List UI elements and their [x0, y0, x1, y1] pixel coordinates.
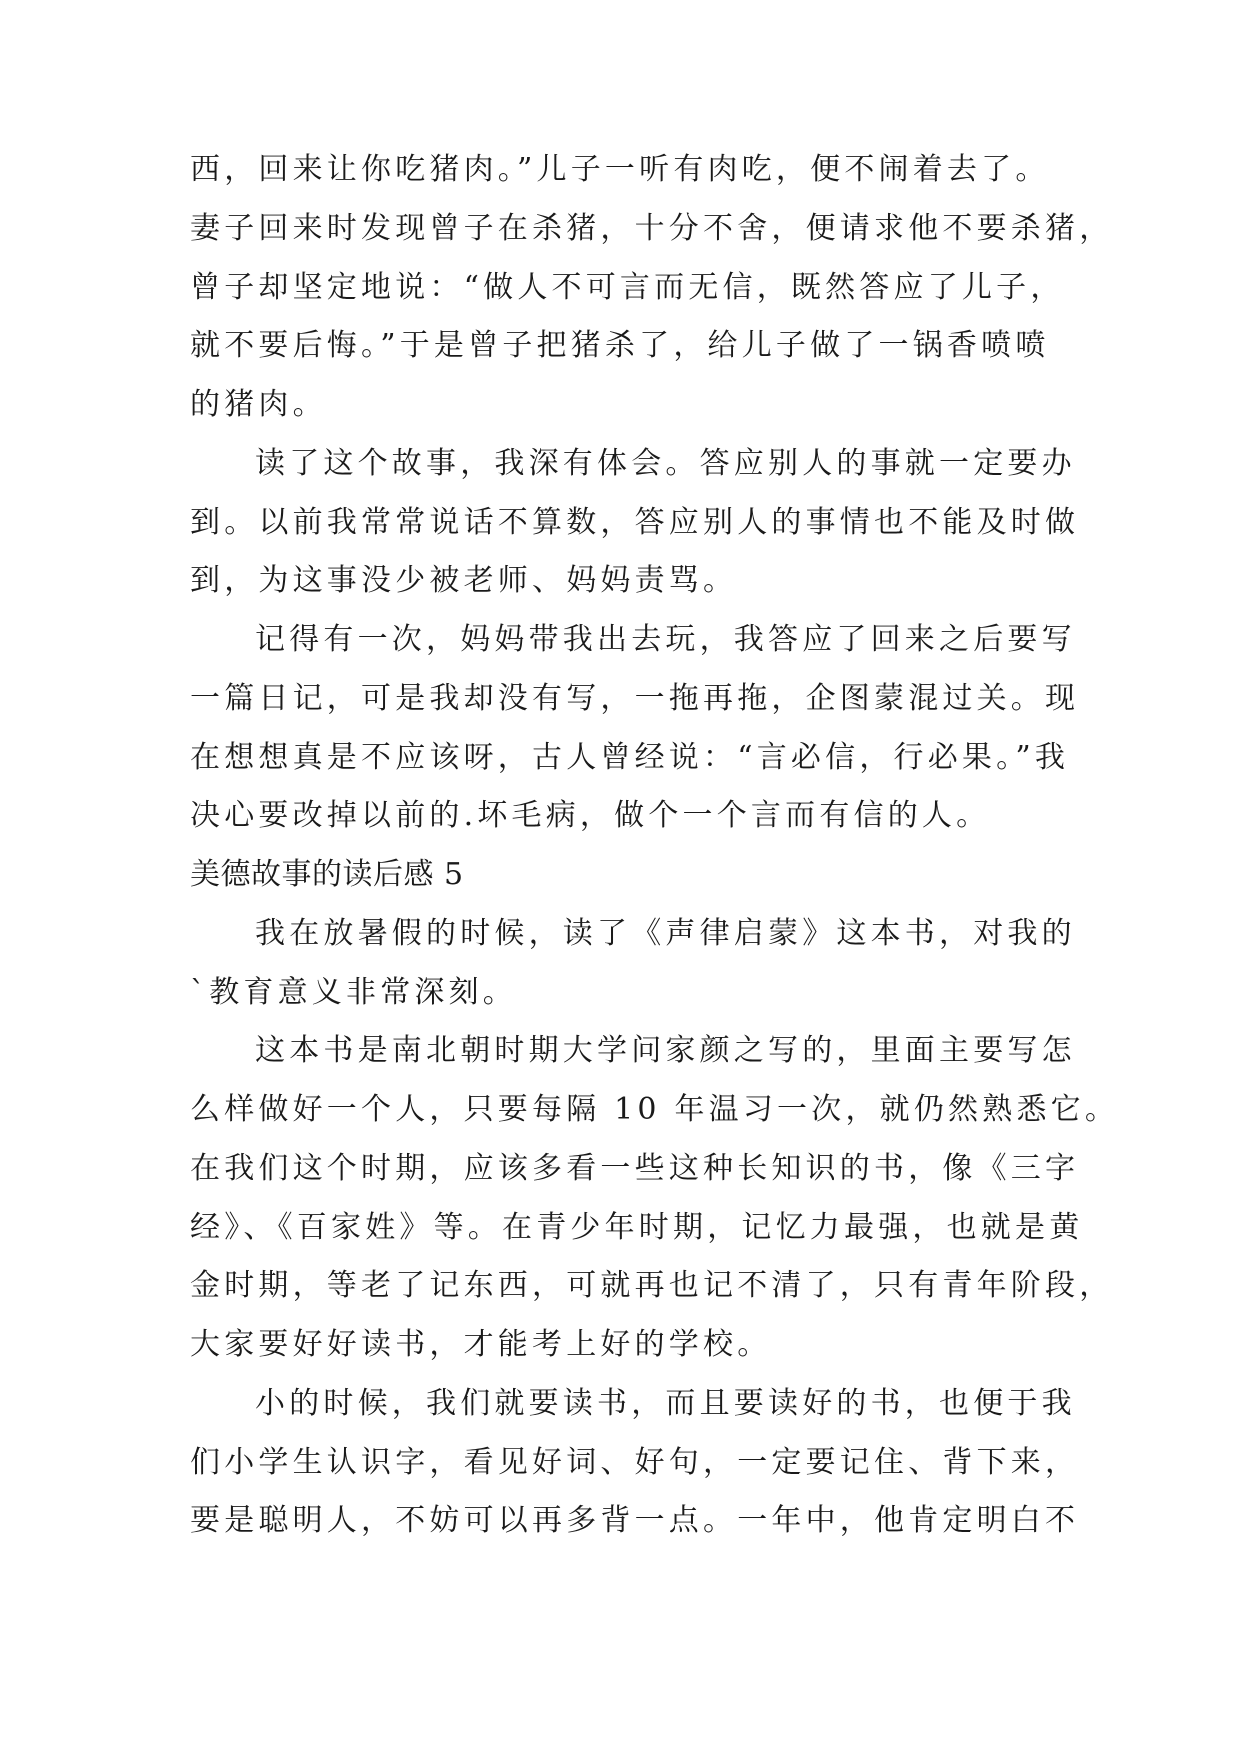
text-line: 们小学生认识字，看见好词、好句，一定要记住、背下来， [190, 1445, 1080, 1480]
text-line: 么样做好一个人，只要每隔 10 年温习一次，就仍然熟悉它。 [190, 1092, 1120, 1127]
text-line: 要是聪明人，不妨可以再多背一点。一年中，他肯定明白不 [190, 1503, 1080, 1538]
section-heading: 美德故事的读后感 5 [190, 857, 464, 892]
text-line: `教育意义非常深刻。 [190, 975, 517, 1010]
text-line: 就不要后悔。”于是曾子把猪杀了，给儿子做了一锅香喷喷 [190, 328, 1050, 363]
text-line: 西，回来让你吃猪肉。”儿子一听有肉吃，便不闹着去了。 [190, 152, 1050, 187]
text-line: 记得有一次，妈妈带我出去玩，我答应了回来之后要写 [255, 622, 1076, 657]
text-line: 曾子却坚定地说：“做人不可言而无信，既然答应了儿子， [190, 270, 1065, 305]
text-line: 这本书是南北朝时期大学问家颜之写的，里面主要写怎 [255, 1033, 1076, 1068]
text-line: 的猪肉。 [190, 387, 327, 422]
text-line: 读了这个故事，我深有体会。答应别人的事就一定要办 [255, 446, 1076, 481]
text-line: 到，为这事没少被老师、妈妈责骂。 [190, 563, 738, 598]
text-line: 决心要改掉以前的.坏毛病，做个一个言而有信的人。 [190, 798, 991, 833]
text-line: 金时期，等老了记东西，可就再也记不清了，只有青年阶段， [190, 1268, 1114, 1303]
text-line: 经》、《百家姓》等。在青少年时期，记忆力最强，也就是黄 [190, 1210, 1084, 1245]
text-line: 妻子回来时发现曾子在杀猪，十分不舍，便请求他不要杀猪， [190, 211, 1114, 246]
text-line: 我在放暑假的时候，读了《声律启蒙》这本书，对我的 [255, 916, 1076, 951]
text-line: 在我们这个时期，应该多看一些这种长知识的书，像《三字 [190, 1151, 1080, 1186]
text-line: 大家要好好读书，才能考上好的学校。 [190, 1327, 772, 1362]
text-line: 一篇日记，可是我却没有写，一拖再拖，企图蒙混过关。现 [190, 681, 1080, 716]
text-line: 小的时候，我们就要读书，而且要读好的书，也便于我 [255, 1386, 1076, 1421]
text-line: 到。以前我常常说话不算数，答应别人的事情也不能及时做 [190, 505, 1080, 540]
text-line: 在想想真是不应该呀，古人曾经说：“言必信，行必果。”我 [190, 740, 1070, 775]
